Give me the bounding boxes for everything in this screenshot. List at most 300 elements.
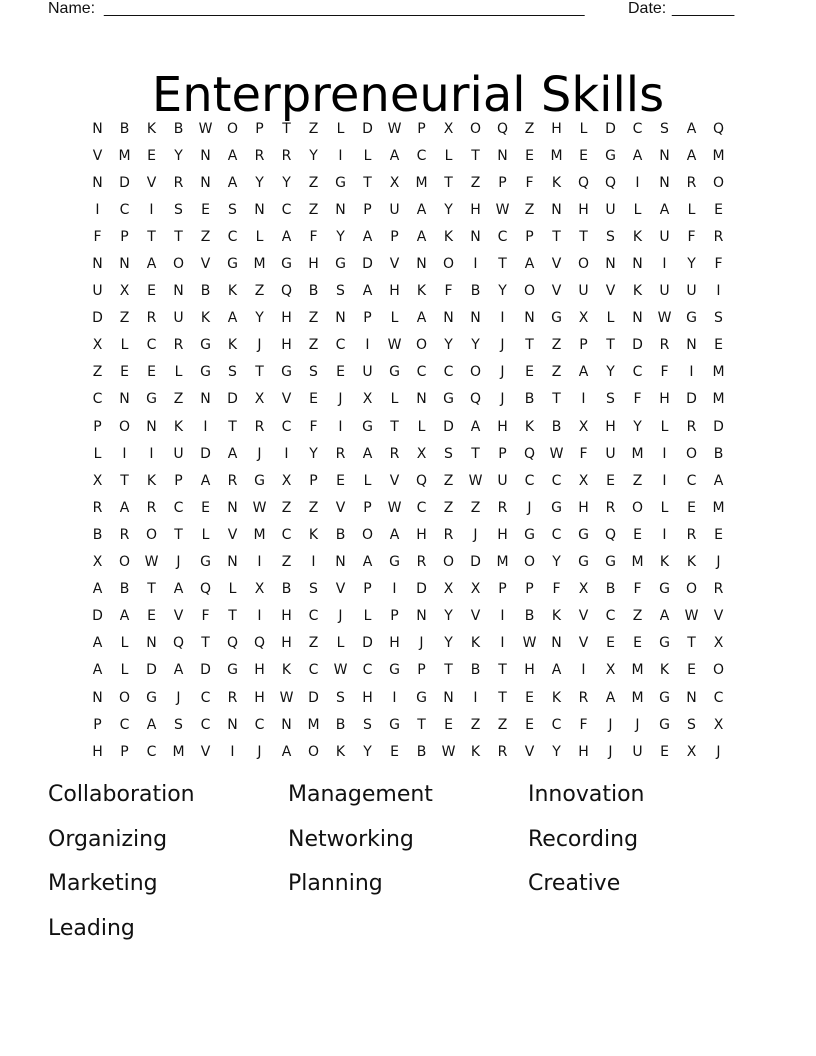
grid-letter[interactable]: P bbox=[120, 743, 129, 760]
grid-letter[interactable]: A bbox=[470, 418, 481, 435]
grid-letter[interactable]: C bbox=[551, 472, 562, 489]
grid-letter[interactable]: Y bbox=[363, 743, 372, 760]
grid-letter[interactable]: Z bbox=[281, 499, 292, 516]
grid-letter[interactable]: C bbox=[605, 608, 616, 625]
grid-letter[interactable]: E bbox=[633, 526, 642, 543]
grid-letter[interactable]: T bbox=[552, 228, 561, 245]
grid-letter[interactable]: X bbox=[362, 391, 373, 408]
grid-letter[interactable]: T bbox=[174, 228, 183, 245]
grid-letter[interactable]: E bbox=[147, 608, 156, 625]
grid-letter[interactable]: E bbox=[660, 743, 669, 760]
grid-letter[interactable]: G bbox=[281, 364, 292, 381]
grid-letter[interactable]: M bbox=[712, 391, 725, 408]
grid-letter[interactable]: T bbox=[147, 228, 156, 245]
grid-letter[interactable]: Y bbox=[498, 283, 507, 300]
grid-letter[interactable]: X bbox=[686, 743, 697, 760]
grid-letter[interactable]: H bbox=[497, 526, 508, 543]
grid-letter[interactable]: Y bbox=[444, 608, 453, 625]
grid-letter[interactable]: D bbox=[470, 554, 481, 571]
grid-letter[interactable]: T bbox=[417, 716, 426, 733]
grid-letter[interactable]: P bbox=[579, 337, 588, 354]
grid-letter[interactable]: T bbox=[282, 120, 291, 137]
grid-letter[interactable]: X bbox=[578, 472, 589, 489]
grid-letter[interactable]: X bbox=[254, 581, 265, 598]
grid-letter[interactable]: E bbox=[336, 472, 345, 489]
grid-letter[interactable]: I bbox=[392, 689, 397, 706]
grid-letter[interactable]: P bbox=[525, 581, 534, 598]
grid-letter[interactable]: C bbox=[227, 228, 238, 245]
grid-letter[interactable]: Y bbox=[444, 337, 453, 354]
grid-letter[interactable]: I bbox=[365, 337, 370, 354]
grid-letter[interactable]: T bbox=[471, 147, 480, 164]
grid-letter[interactable]: A bbox=[146, 256, 157, 273]
grid-letter[interactable]: G bbox=[389, 716, 400, 733]
grid-letter[interactable]: Q bbox=[604, 174, 617, 191]
grid-letter[interactable]: O bbox=[469, 120, 482, 137]
grid-letter[interactable]: R bbox=[227, 472, 238, 489]
grid-letter[interactable]: L bbox=[579, 120, 588, 137]
grid-letter[interactable]: L bbox=[363, 147, 372, 164]
grid-letter[interactable]: R bbox=[146, 499, 157, 516]
grid-letter[interactable]: G bbox=[551, 310, 562, 327]
grid-letter[interactable]: W bbox=[657, 310, 672, 327]
grid-letter[interactable]: A bbox=[173, 662, 184, 679]
grid-letter[interactable]: A bbox=[551, 662, 562, 679]
grid-letter[interactable]: I bbox=[338, 418, 343, 435]
grid-letter[interactable]: K bbox=[470, 635, 481, 652]
grid-letter[interactable]: F bbox=[309, 418, 318, 435]
grid-letter[interactable]: Z bbox=[281, 554, 292, 571]
grid-letter[interactable]: P bbox=[93, 418, 102, 435]
grid-letter[interactable]: T bbox=[687, 635, 696, 652]
grid-letter[interactable]: H bbox=[308, 256, 319, 273]
grid-letter[interactable]: H bbox=[281, 310, 292, 327]
grid-letter[interactable]: L bbox=[93, 445, 102, 462]
name-blank-line[interactable]: ______________________________________________________ bbox=[104, 0, 585, 17]
grid-letter[interactable]: B bbox=[119, 581, 130, 598]
grid-letter[interactable]: B bbox=[416, 743, 427, 760]
grid-letter[interactable]: Z bbox=[551, 337, 562, 354]
grid-letter[interactable]: K bbox=[632, 283, 643, 300]
grid-letter[interactable]: N bbox=[416, 256, 427, 273]
grid-letter[interactable]: L bbox=[633, 201, 642, 218]
grid-letter[interactable]: J bbox=[473, 526, 478, 543]
grid-letter[interactable]: X bbox=[443, 120, 454, 137]
grid-letter[interactable]: M bbox=[415, 174, 428, 191]
grid-letter[interactable]: M bbox=[172, 743, 185, 760]
grid-letter[interactable]: N bbox=[551, 635, 562, 652]
grid-letter[interactable]: Q bbox=[280, 283, 293, 300]
grid-letter[interactable]: H bbox=[92, 743, 103, 760]
grid-letter[interactable]: G bbox=[227, 256, 238, 273]
grid-letter[interactable]: W bbox=[198, 120, 213, 137]
grid-letter[interactable]: K bbox=[416, 283, 427, 300]
grid-letter[interactable]: W bbox=[468, 472, 483, 489]
grid-letter[interactable]: C bbox=[119, 201, 130, 218]
grid-letter[interactable]: G bbox=[578, 526, 589, 543]
grid-letter[interactable]: E bbox=[120, 364, 129, 381]
grid-letter[interactable]: B bbox=[524, 608, 535, 625]
grid-letter[interactable]: G bbox=[659, 635, 670, 652]
grid-letter[interactable]: Z bbox=[200, 228, 211, 245]
grid-letter[interactable]: T bbox=[174, 526, 183, 543]
grid-letter[interactable]: H bbox=[389, 283, 400, 300]
grid-letter[interactable]: T bbox=[498, 689, 507, 706]
grid-letter[interactable]: I bbox=[284, 445, 289, 462]
grid-letter[interactable]: X bbox=[443, 581, 454, 598]
grid-letter[interactable]: R bbox=[443, 526, 454, 543]
grid-letter[interactable]: U bbox=[389, 201, 400, 218]
grid-letter[interactable]: U bbox=[632, 743, 643, 760]
grid-letter[interactable]: M bbox=[712, 147, 725, 164]
grid-letter[interactable]: I bbox=[581, 662, 586, 679]
grid-letter[interactable]: G bbox=[335, 256, 346, 273]
grid-letter[interactable]: N bbox=[416, 608, 427, 625]
grid-letter[interactable]: I bbox=[635, 174, 640, 191]
grid-letter[interactable]: Q bbox=[172, 635, 185, 652]
grid-letter[interactable]: W bbox=[441, 743, 456, 760]
grid-letter[interactable]: Y bbox=[255, 310, 264, 327]
grid-letter[interactable]: K bbox=[659, 554, 670, 571]
grid-letter[interactable]: P bbox=[363, 310, 372, 327]
grid-letter[interactable]: D bbox=[119, 174, 130, 191]
grid-letter[interactable]: W bbox=[684, 608, 699, 625]
grid-letter[interactable]: T bbox=[390, 418, 399, 435]
grid-letter[interactable]: D bbox=[362, 256, 373, 273]
grid-letter[interactable]: B bbox=[470, 662, 481, 679]
grid-letter[interactable]: N bbox=[335, 554, 346, 571]
grid-letter[interactable]: N bbox=[443, 689, 454, 706]
grid-letter[interactable]: T bbox=[552, 391, 561, 408]
grid-letter[interactable]: M bbox=[712, 499, 725, 516]
grid-letter[interactable]: R bbox=[254, 418, 265, 435]
grid-letter[interactable]: U bbox=[686, 283, 697, 300]
grid-letter[interactable]: F bbox=[201, 608, 210, 625]
grid-letter[interactable]: Q bbox=[199, 581, 212, 598]
date-blank-line[interactable]: _______ bbox=[672, 0, 735, 17]
grid-letter[interactable]: T bbox=[201, 635, 210, 652]
grid-letter[interactable]: X bbox=[92, 554, 103, 571]
grid-letter[interactable]: Z bbox=[308, 201, 319, 218]
grid-letter[interactable]: A bbox=[119, 499, 130, 516]
grid-letter[interactable]: Q bbox=[577, 174, 590, 191]
grid-letter[interactable]: J bbox=[500, 364, 505, 381]
grid-letter[interactable]: C bbox=[362, 662, 373, 679]
grid-letter[interactable]: E bbox=[714, 526, 723, 543]
grid-letter[interactable]: Q bbox=[604, 526, 617, 543]
grid-letter[interactable]: G bbox=[146, 391, 157, 408]
grid-letter[interactable]: H bbox=[389, 635, 400, 652]
grid-letter[interactable]: M bbox=[496, 554, 509, 571]
grid-letter[interactable]: A bbox=[416, 201, 427, 218]
grid-letter[interactable]: Y bbox=[633, 418, 642, 435]
grid-letter[interactable]: T bbox=[255, 364, 264, 381]
grid-letter[interactable]: D bbox=[92, 310, 103, 327]
grid-letter[interactable]: R bbox=[254, 147, 265, 164]
grid-letter[interactable]: X bbox=[119, 283, 130, 300]
grid-letter[interactable]: N bbox=[524, 310, 535, 327]
grid-letter[interactable]: E bbox=[525, 716, 534, 733]
grid-letter[interactable]: T bbox=[444, 174, 453, 191]
grid-letter[interactable]: O bbox=[415, 337, 428, 354]
grid-letter[interactable]: Z bbox=[308, 337, 319, 354]
grid-letter[interactable]: C bbox=[551, 716, 562, 733]
grid-letter[interactable]: H bbox=[470, 201, 481, 218]
grid-letter[interactable]: S bbox=[336, 689, 345, 706]
grid-letter[interactable]: L bbox=[174, 364, 183, 381]
grid-letter[interactable]: G bbox=[335, 174, 346, 191]
grid-letter[interactable]: J bbox=[527, 499, 532, 516]
grid-letter[interactable]: K bbox=[524, 418, 535, 435]
grid-letter[interactable]: A bbox=[659, 608, 670, 625]
grid-letter[interactable]: K bbox=[227, 337, 238, 354]
grid-letter[interactable]: R bbox=[92, 499, 103, 516]
grid-letter[interactable]: A bbox=[605, 689, 616, 706]
grid-letter[interactable]: N bbox=[605, 256, 616, 273]
grid-letter[interactable]: S bbox=[363, 716, 372, 733]
grid-letter[interactable]: Q bbox=[469, 391, 482, 408]
grid-letter[interactable]: X bbox=[578, 418, 589, 435]
grid-letter[interactable]: D bbox=[200, 662, 211, 679]
grid-letter[interactable]: O bbox=[361, 526, 374, 543]
grid-letter[interactable]: V bbox=[200, 743, 211, 760]
grid-letter[interactable]: T bbox=[228, 418, 237, 435]
grid-letter[interactable]: A bbox=[659, 201, 670, 218]
grid-letter[interactable]: P bbox=[363, 581, 372, 598]
grid-letter[interactable]: Y bbox=[552, 743, 561, 760]
grid-letter[interactable]: N bbox=[632, 256, 643, 273]
grid-letter[interactable]: I bbox=[716, 283, 721, 300]
grid-letter[interactable]: K bbox=[335, 743, 346, 760]
grid-letter[interactable]: W bbox=[333, 662, 348, 679]
grid-letter[interactable]: N bbox=[119, 391, 130, 408]
grid-letter[interactable]: D bbox=[146, 662, 157, 679]
grid-letter[interactable]: M bbox=[631, 662, 644, 679]
grid-letter[interactable]: Z bbox=[308, 310, 319, 327]
grid-letter[interactable]: R bbox=[227, 689, 238, 706]
grid-letter[interactable]: R bbox=[146, 310, 157, 327]
grid-letter[interactable]: V bbox=[335, 581, 346, 598]
grid-letter[interactable]: A bbox=[281, 743, 292, 760]
grid-letter[interactable]: A bbox=[146, 716, 157, 733]
grid-letter[interactable]: K bbox=[551, 689, 562, 706]
grid-letter[interactable]: R bbox=[497, 499, 508, 516]
grid-letter[interactable]: Y bbox=[606, 364, 615, 381]
grid-letter[interactable]: T bbox=[498, 662, 507, 679]
grid-letter[interactable]: E bbox=[579, 147, 588, 164]
grid-letter[interactable]: E bbox=[147, 364, 156, 381]
grid-letter[interactable]: Z bbox=[632, 472, 643, 489]
grid-letter[interactable]: L bbox=[201, 526, 210, 543]
grid-letter[interactable]: H bbox=[524, 662, 535, 679]
grid-letter[interactable]: X bbox=[605, 662, 616, 679]
grid-letter[interactable]: N bbox=[119, 256, 130, 273]
grid-letter[interactable]: Q bbox=[253, 635, 266, 652]
grid-letter[interactable]: E bbox=[606, 472, 615, 489]
grid-letter[interactable]: S bbox=[309, 581, 318, 598]
grid-letter[interactable]: C bbox=[713, 689, 724, 706]
grid-letter[interactable]: P bbox=[417, 662, 426, 679]
grid-letter[interactable]: M bbox=[631, 689, 644, 706]
grid-letter[interactable]: Q bbox=[226, 635, 239, 652]
grid-letter[interactable]: O bbox=[523, 554, 536, 571]
grid-letter[interactable]: N bbox=[686, 337, 697, 354]
grid-letter[interactable]: K bbox=[227, 283, 238, 300]
grid-letter[interactable]: C bbox=[281, 526, 292, 543]
grid-letter[interactable]: G bbox=[200, 337, 211, 354]
grid-letter[interactable]: G bbox=[416, 689, 427, 706]
grid-letter[interactable]: R bbox=[281, 147, 292, 164]
grid-letter[interactable]: L bbox=[606, 310, 615, 327]
grid-letter[interactable]: F bbox=[687, 228, 696, 245]
grid-letter[interactable]: V bbox=[200, 256, 211, 273]
grid-letter[interactable]: O bbox=[118, 418, 131, 435]
grid-letter[interactable]: R bbox=[173, 337, 184, 354]
grid-letter[interactable]: A bbox=[227, 445, 238, 462]
grid-letter[interactable]: O bbox=[118, 554, 131, 571]
grid-letter[interactable]: A bbox=[362, 554, 373, 571]
grid-letter[interactable]: T bbox=[498, 256, 507, 273]
grid-letter[interactable]: H bbox=[578, 499, 589, 516]
grid-letter[interactable]: Z bbox=[524, 120, 535, 137]
grid-letter[interactable]: N bbox=[254, 201, 265, 218]
grid-letter[interactable]: I bbox=[149, 445, 154, 462]
grid-letter[interactable]: P bbox=[93, 716, 102, 733]
grid-letter[interactable]: S bbox=[309, 364, 318, 381]
grid-letter[interactable]: H bbox=[497, 418, 508, 435]
grid-letter[interactable]: I bbox=[230, 743, 235, 760]
grid-letter[interactable]: E bbox=[687, 662, 696, 679]
grid-letter[interactable]: D bbox=[362, 635, 373, 652]
grid-letter[interactable]: M bbox=[253, 256, 266, 273]
grid-letter[interactable]: L bbox=[228, 581, 237, 598]
grid-letter[interactable]: C bbox=[173, 499, 184, 516]
grid-letter[interactable]: K bbox=[146, 472, 157, 489]
grid-letter[interactable]: Y bbox=[444, 635, 453, 652]
grid-letter[interactable]: S bbox=[228, 364, 237, 381]
grid-letter[interactable]: V bbox=[551, 256, 562, 273]
grid-letter[interactable]: N bbox=[227, 499, 238, 516]
grid-letter[interactable]: W bbox=[252, 499, 267, 516]
grid-letter[interactable]: V bbox=[92, 147, 103, 164]
grid-letter[interactable]: K bbox=[470, 743, 481, 760]
grid-letter[interactable]: J bbox=[500, 337, 505, 354]
grid-letter[interactable]: G bbox=[443, 391, 454, 408]
grid-letter[interactable]: X bbox=[92, 337, 103, 354]
grid-letter[interactable]: H bbox=[551, 120, 562, 137]
grid-letter[interactable]: R bbox=[578, 689, 589, 706]
grid-letter[interactable]: E bbox=[633, 635, 642, 652]
grid-letter[interactable]: F bbox=[525, 174, 534, 191]
grid-letter[interactable]: M bbox=[712, 364, 725, 381]
grid-letter[interactable]: J bbox=[257, 743, 262, 760]
grid-letter[interactable]: R bbox=[497, 743, 508, 760]
grid-letter[interactable]: J bbox=[500, 391, 505, 408]
grid-letter[interactable]: H bbox=[281, 635, 292, 652]
grid-letter[interactable]: N bbox=[416, 391, 427, 408]
grid-letter[interactable]: U bbox=[92, 283, 103, 300]
grid-letter[interactable]: E bbox=[147, 147, 156, 164]
grid-letter[interactable]: C bbox=[200, 716, 211, 733]
grid-letter[interactable]: H bbox=[605, 418, 616, 435]
grid-letter[interactable]: V bbox=[227, 526, 238, 543]
grid-letter[interactable]: N bbox=[200, 174, 211, 191]
grid-letter[interactable]: Z bbox=[443, 499, 454, 516]
grid-letter[interactable]: N bbox=[200, 147, 211, 164]
grid-letter[interactable]: E bbox=[147, 283, 156, 300]
grid-letter[interactable]: K bbox=[200, 310, 211, 327]
grid-letter[interactable]: D bbox=[713, 418, 724, 435]
grid-letter[interactable]: L bbox=[687, 201, 696, 218]
grid-letter[interactable]: L bbox=[444, 147, 453, 164]
grid-letter[interactable]: M bbox=[118, 147, 131, 164]
grid-letter[interactable]: V bbox=[173, 608, 184, 625]
grid-letter[interactable]: O bbox=[118, 689, 131, 706]
grid-letter[interactable]: M bbox=[631, 554, 644, 571]
grid-letter[interactable]: H bbox=[281, 608, 292, 625]
grid-letter[interactable]: D bbox=[443, 418, 454, 435]
grid-letter[interactable]: G bbox=[227, 662, 238, 679]
grid-letter[interactable]: H bbox=[254, 689, 265, 706]
grid-letter[interactable]: B bbox=[119, 120, 130, 137]
grid-letter[interactable]: A bbox=[227, 310, 238, 327]
grid-letter[interactable]: J bbox=[635, 716, 640, 733]
grid-letter[interactable]: C bbox=[686, 472, 697, 489]
grid-letter[interactable]: P bbox=[390, 228, 399, 245]
grid-letter[interactable]: J bbox=[338, 391, 343, 408]
grid-letter[interactable]: E bbox=[444, 716, 453, 733]
grid-letter[interactable]: Q bbox=[523, 445, 536, 462]
grid-letter[interactable]: W bbox=[279, 689, 294, 706]
grid-letter[interactable]: Q bbox=[712, 120, 725, 137]
grid-letter[interactable]: I bbox=[473, 689, 478, 706]
grid-letter[interactable]: O bbox=[685, 581, 698, 598]
grid-letter[interactable]: N bbox=[659, 147, 670, 164]
grid-letter[interactable]: Y bbox=[255, 174, 264, 191]
grid-letter[interactable]: C bbox=[146, 743, 157, 760]
grid-letter[interactable]: O bbox=[145, 526, 158, 543]
grid-letter[interactable]: N bbox=[92, 174, 103, 191]
grid-letter[interactable]: E bbox=[525, 147, 534, 164]
grid-letter[interactable]: A bbox=[362, 228, 373, 245]
grid-letter[interactable]: W bbox=[495, 201, 510, 218]
grid-letter[interactable]: X bbox=[470, 581, 481, 598]
grid-letter[interactable]: V bbox=[578, 608, 589, 625]
grid-letter[interactable]: J bbox=[176, 554, 181, 571]
grid-letter[interactable]: N bbox=[92, 256, 103, 273]
grid-letter[interactable]: B bbox=[308, 283, 319, 300]
grid-letter[interactable]: F bbox=[714, 256, 723, 273]
grid-letter[interactable]: R bbox=[659, 337, 670, 354]
grid-letter[interactable]: C bbox=[443, 364, 454, 381]
grid-letter[interactable]: Y bbox=[336, 228, 345, 245]
grid-letter[interactable]: D bbox=[227, 391, 238, 408]
grid-letter[interactable]: M bbox=[550, 147, 563, 164]
grid-letter[interactable]: Z bbox=[551, 364, 562, 381]
grid-letter[interactable]: I bbox=[662, 445, 667, 462]
grid-letter[interactable]: A bbox=[524, 256, 535, 273]
grid-letter[interactable]: X bbox=[713, 635, 724, 652]
grid-letter[interactable]: I bbox=[473, 256, 478, 273]
grid-letter[interactable]: I bbox=[311, 554, 316, 571]
grid-letter[interactable]: O bbox=[631, 499, 644, 516]
grid-letter[interactable]: C bbox=[254, 716, 265, 733]
grid-letter[interactable]: D bbox=[632, 337, 643, 354]
grid-letter[interactable]: E bbox=[336, 364, 345, 381]
grid-letter[interactable]: Z bbox=[470, 499, 481, 516]
grid-letter[interactable]: A bbox=[389, 526, 400, 543]
grid-letter[interactable]: A bbox=[119, 608, 130, 625]
